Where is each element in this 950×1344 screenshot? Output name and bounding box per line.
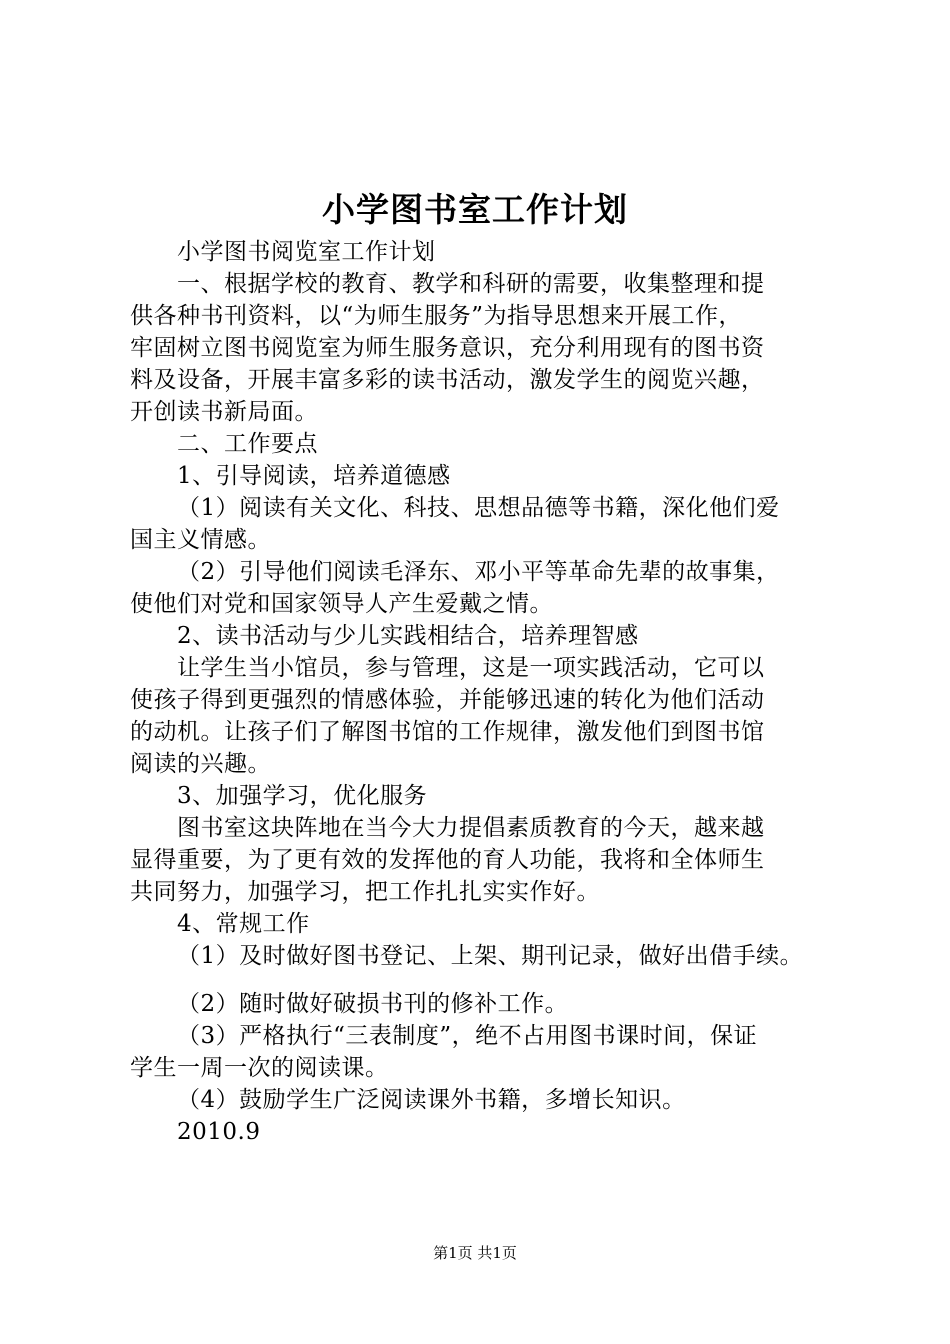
body-line: （1）阅读有关文化、科技、思想品德等书籍，深化他们爱 <box>177 495 780 521</box>
body-line: 学生一周一次的阅读课。 <box>130 1055 389 1081</box>
body-line: 使孩子得到更强烈的情感体验，并能够迅速的转化为他们活动 <box>130 687 765 713</box>
body-line: 料及设备，开展丰富多彩的读书活动，激发学生的阅览兴趣， <box>130 367 765 393</box>
document-title: 小学图书室工作计划 <box>322 190 628 229</box>
subsection-heading: 4、常规工作 <box>177 911 310 937</box>
body-line: （4）鼓励学生广泛阅读课外书籍，多增长知识。 <box>177 1087 686 1113</box>
body-line: 阅读的兴趣。 <box>130 751 271 777</box>
body-line: 显得重要，为了更有效的发挥他的育人功能，我将和全体师生 <box>130 847 765 873</box>
subsection-heading: 2、读书活动与少儿实践相结合，培养理智感 <box>177 623 639 649</box>
body-line: 小学图书阅览室工作计划 <box>177 239 436 265</box>
section-heading: 二、工作要点 <box>177 431 318 457</box>
document-date: 2010.9 <box>177 1119 261 1145</box>
subsection-heading: 1、引导阅读，培养道德感 <box>177 463 451 489</box>
body-line: （2）随时做好破损书刊的修补工作。 <box>177 991 569 1017</box>
body-line: 的动机。让孩子们了解图书馆的工作规律，激发他们到图书馆 <box>130 719 765 745</box>
body-line: 供各种书刊资料，以“为师生服务”为指导思想来开展工作， <box>130 303 743 329</box>
body-line: （3）严格执行“三表制度”，绝不占用图书课时间，保证 <box>177 1023 758 1049</box>
body-line: （1）及时做好图书登记、上架、期刊记录，做好出借手续。 <box>177 943 804 969</box>
body-line: 共同努力，加强学习，把工作扎扎实实作好。 <box>130 879 600 905</box>
body-line: 牢固树立图书阅览室为师生服务意识，充分利用现有的图书资 <box>130 335 765 361</box>
body-line: （2）引导他们阅读毛泽东、邓小平等革命先辈的故事集， <box>177 559 780 585</box>
body-line: 让学生当小馆员，参与管理，这是一项实践活动，它可以 <box>177 655 765 681</box>
body-line: 国主义情感。 <box>130 527 271 553</box>
body-line: 使他们对党和国家领导人产生爱戴之情。 <box>130 591 553 617</box>
subsection-heading: 3、加强学习，优化服务 <box>177 783 428 809</box>
body-line: 图书室这块阵地在当今大力提倡素质教育的今天，越来越 <box>177 815 765 841</box>
page-footer: 第1页 共1页 <box>433 1244 517 1262</box>
body-line: 一、根据学校的教育、教学和科研的需要，收集整理和提 <box>177 271 765 297</box>
body-line: 开创读书新局面。 <box>130 399 318 425</box>
